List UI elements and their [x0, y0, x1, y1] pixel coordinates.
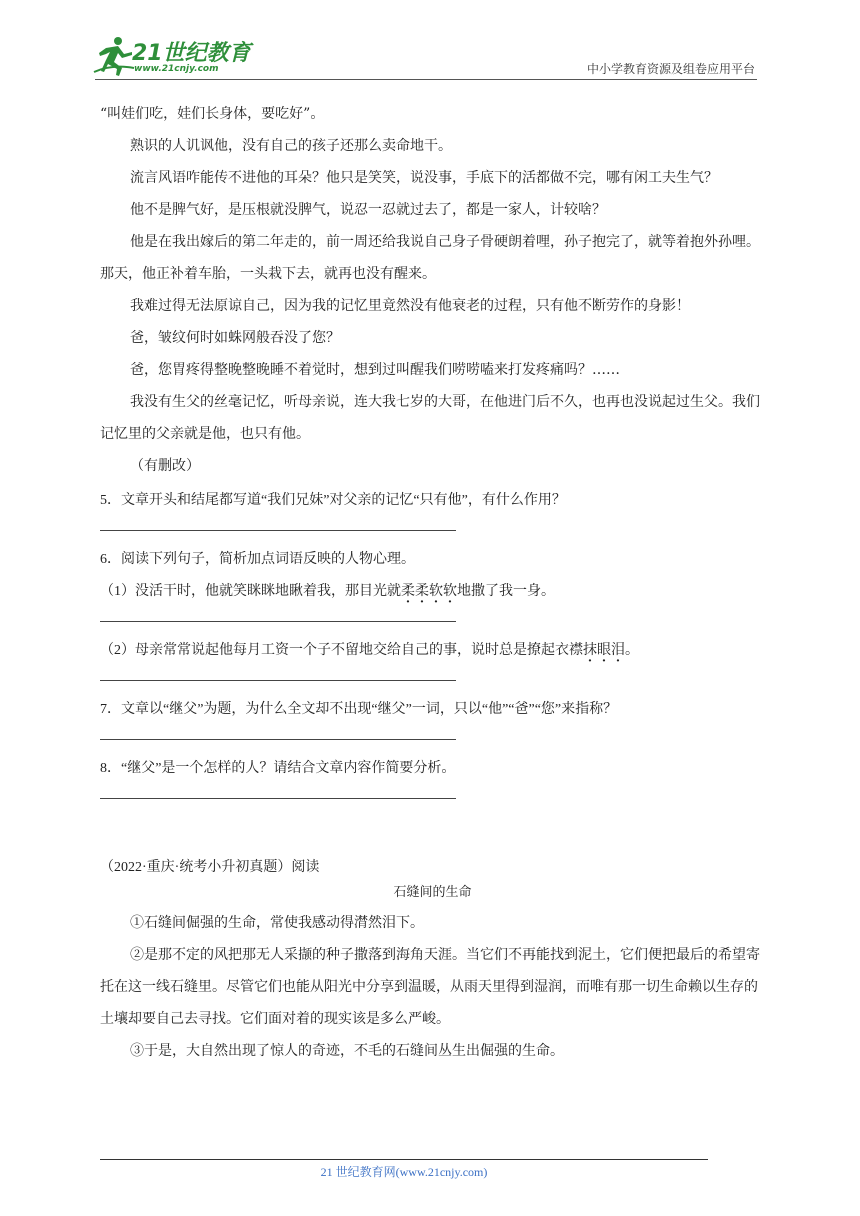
passage-paragraph: 我没有生父的丝毫记忆，听母亲说，连大我七岁的大哥，在他进门后不久，也再也没说起过生父。我们记忆里的父亲就是他，也只有他。	[100, 394, 760, 442]
answer-line-5[interactable]	[100, 530, 456, 531]
footer-divider	[100, 1159, 708, 1160]
answer-line-6-1[interactable]	[100, 621, 456, 622]
answer-line-7[interactable]	[100, 739, 456, 740]
question-6-1	[100, 581, 765, 603]
passage-line: 我难过得无法原谅自己，因为我的记忆里竟然没有他衰老的过程，只有他不断劳作的身影！	[130, 298, 690, 314]
passage-line: 爸，皱纹何时如蛛网般吞没了您？	[130, 330, 340, 346]
dotted-char: 柔	[415, 584, 429, 599]
passage-line: 流言风语咋能传不进他的耳朵？他只是笑笑，说没事，手底下的活都做不完，哪有闲工夫生气？	[130, 170, 718, 186]
reading-paragraph-3: ③于是，大自然出现了惊人的奇迹，不毛的石缝间丛生出倔强的生命。	[130, 1043, 564, 1059]
header-divider	[95, 79, 757, 80]
dotted-char: 起	[541, 643, 555, 658]
site-logo	[92, 34, 262, 80]
logo-url-text: www.21cnjy.com	[134, 64, 219, 74]
question-6-2	[100, 640, 765, 662]
footer-link[interactable]: 21 世纪教育网(www.21cnjy.com)	[320, 1165, 488, 1179]
dotted-char: 眼	[597, 643, 611, 658]
runner-logo-icon	[92, 34, 136, 78]
answer-line-8[interactable]	[100, 798, 456, 799]
header-platform-name: 中小学教育资源及组卷应用平台	[586, 62, 755, 76]
passage-paragraph: 他是在我出嫁后的第二年走的，前一周还给我说自己身子骨硬朗着哩，孙子抱完了，就等着抱外孙哩。那天，他正补着车胎，一头栽下去，就再也没有醒来。	[100, 234, 760, 282]
dotted-char: 抹	[583, 643, 597, 658]
source-note: （有删改）	[130, 458, 200, 474]
question-5: 5．文章开头和结尾都写道“我们兄妹”对父亲的记忆“只有他”，有什么作用？	[100, 493, 566, 508]
logo-main-text: 21世纪教育	[132, 41, 251, 66]
question-7: 7．文章以“继父”为题，为什么全文却不出现“继父”一词，只以“他”“爸”“您”来指称？	[100, 702, 618, 717]
q6-2-text-after: 。	[625, 643, 639, 658]
dotted-char: 衣	[555, 643, 569, 658]
dotted-char: 襟	[569, 643, 583, 658]
passage-line: 熟识的人讥讽他，没有自己的孩子还那么卖命地干。	[130, 138, 452, 154]
dotted-char: 泪	[611, 643, 625, 658]
reading-source: （2022·重庆·统考小升初真题）阅读	[100, 860, 320, 875]
answer-line-6-2[interactable]	[100, 680, 456, 681]
page-header	[0, 0, 860, 82]
q6-1-text-before: （1）没活干时，他就笑眯眯地瞅着我，那目光就	[100, 584, 401, 599]
q6-2-text-before: （2）母亲常常说起他每月工资一个子不留地交给自己的事，说时总是	[100, 643, 527, 658]
dotted-char: 柔	[401, 584, 415, 599]
question-6: 6．阅读下列句子，简析加点词语反映的人物心理。	[100, 552, 415, 567]
dotted-char: 撩	[527, 643, 541, 658]
document-body	[100, 98, 765, 1067]
reading-title: 石缝间的生命	[393, 885, 472, 900]
dotted-char: 软	[429, 584, 443, 599]
q6-1-text-after: 地撒了我一身。	[457, 584, 555, 599]
passage-line: “叫娃们吃，娃们长身体，要吃好”。	[100, 106, 325, 122]
reading-paragraph-1: ①石缝间倔强的生命，常使我感动得潸然泪下。	[130, 915, 424, 931]
passage-line: 爸，您胃疼得整晚整晚睡不着觉时，想到过叫醒我们唠唠嗑来打发疼痛吗？……	[130, 362, 620, 378]
dotted-char: 软	[443, 584, 457, 599]
reading-paragraph-2: ②是那不定的风把那无人采撷的种子撒落到海角天涯。当它们不再能找到泥土，它们便把最后的希望寄托在这一线石缝里。尽管它们也能从阳光中分享到温暖，从雨天里得到湿润，而唯有那一切生命赖以生存的土壤却要自己去寻找。它们面对着的现实该是多么严峻。	[100, 947, 760, 1027]
passage-line: 他不是脾气好，是压根就没脾气，说忍一忍就过去了，都是一家人，计较啥？	[130, 202, 606, 218]
question-8: 8．“继父”是一个怎样的人？请结合文章内容作简要分析。	[100, 761, 456, 776]
